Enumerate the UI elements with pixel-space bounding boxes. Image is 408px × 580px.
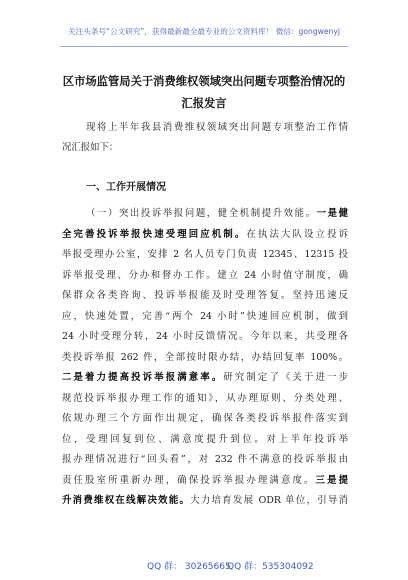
body-text-segment: 报办理情况进行“回头看”，对 232 件不满意的投诉举报由	[62, 454, 348, 465]
bold-emphasis-text: 二是着力提高投诉举报满意率。	[62, 372, 224, 383]
section-heading: 一、工作开展情况	[86, 182, 166, 193]
bold-emphasis-text: 三是提	[315, 474, 348, 486]
body-text-line	[62, 393, 348, 405]
page-header-banner: 关注头条号“公文研究”，获得最新最全最专业的公文资料库！ 微信：gongwenyj	[68, 27, 340, 36]
intro-paragraph-line: 况汇报如下：	[62, 142, 119, 153]
body-text-line	[62, 270, 348, 282]
body-text-line	[62, 372, 348, 384]
body-text-segment: 举报受理办公室，安排 2 名人员专门负责 12345、12315 投	[62, 249, 348, 260]
body-text-segment: 类投诉举报 262 件，全部按时限办结，办结回复率 100%。	[62, 351, 348, 363]
body-text-line	[86, 208, 348, 220]
body-text-segment: 在执法大队设立投诉	[246, 228, 348, 240]
body-text-segment: 应，快速处置，完善“两个 24 小时”快速回应机制，做到	[62, 310, 348, 322]
footer-qq-group-2: QQ 群：535304092	[227, 562, 314, 572]
body-text-line	[62, 413, 348, 425]
header-divider	[60, 46, 348, 47]
body-text-segment: 大力培育发展 ODR 单位，引导消	[190, 495, 348, 506]
body-text-segment: 规范投诉举报办理工作的通知》，从办理原则、分类处理、	[62, 392, 348, 404]
body-text-line	[62, 475, 348, 487]
body-text-line	[62, 454, 348, 466]
bold-emphasis-text: 一是健	[316, 208, 348, 219]
footer-qq-group-1: QQ 群： 30265665	[147, 562, 231, 572]
body-text-segment: 责任股室所重新办理，确保投诉举报办理满意度。	[62, 474, 316, 486]
intro-paragraph-line: 现将上半年我县消费维权领域突出问题专项整治工作情	[86, 122, 348, 133]
document-title: 区市场监管局关于消费维权领域突出问题专项整治情况的	[62, 74, 346, 88]
body-text-segment: 位，受理回复到位、满意度提升到位。对上半年投诉举	[62, 433, 348, 445]
body-text-segment: 诉举报受理、分办和督办工作。建立 24 小时值守制度，确	[62, 269, 348, 281]
body-text-line	[62, 495, 348, 507]
body-text-line	[62, 331, 348, 343]
body-text-segment: （一）突出投诉举报问题，健全机制提升效能。	[86, 208, 317, 219]
document-title-continued: 汇报发言	[181, 96, 227, 110]
body-text-line	[62, 352, 348, 364]
body-text-segment: 24 小时受理分转，24 小时反馈情况。今年以来，共受理各	[62, 331, 348, 342]
body-text-line	[62, 229, 348, 241]
bold-emphasis-text: 升消费维权在线解决效能。	[62, 495, 191, 506]
body-text-segment: 保群众各类咨询、投诉举报能及时受理答复。坚持迅速反	[62, 290, 348, 301]
body-text-segment: 依规办理三个方面作出规定，确保各类投诉举报件落实到	[62, 413, 348, 424]
body-text-line	[62, 434, 348, 446]
bold-emphasis-text: 全完善投诉举报快速受理回应机制。	[62, 228, 247, 240]
body-text-line	[62, 290, 348, 302]
body-text-line	[62, 249, 348, 261]
body-text-line	[62, 311, 348, 323]
body-text-segment: 研究制定了《关于进一步	[223, 372, 348, 383]
